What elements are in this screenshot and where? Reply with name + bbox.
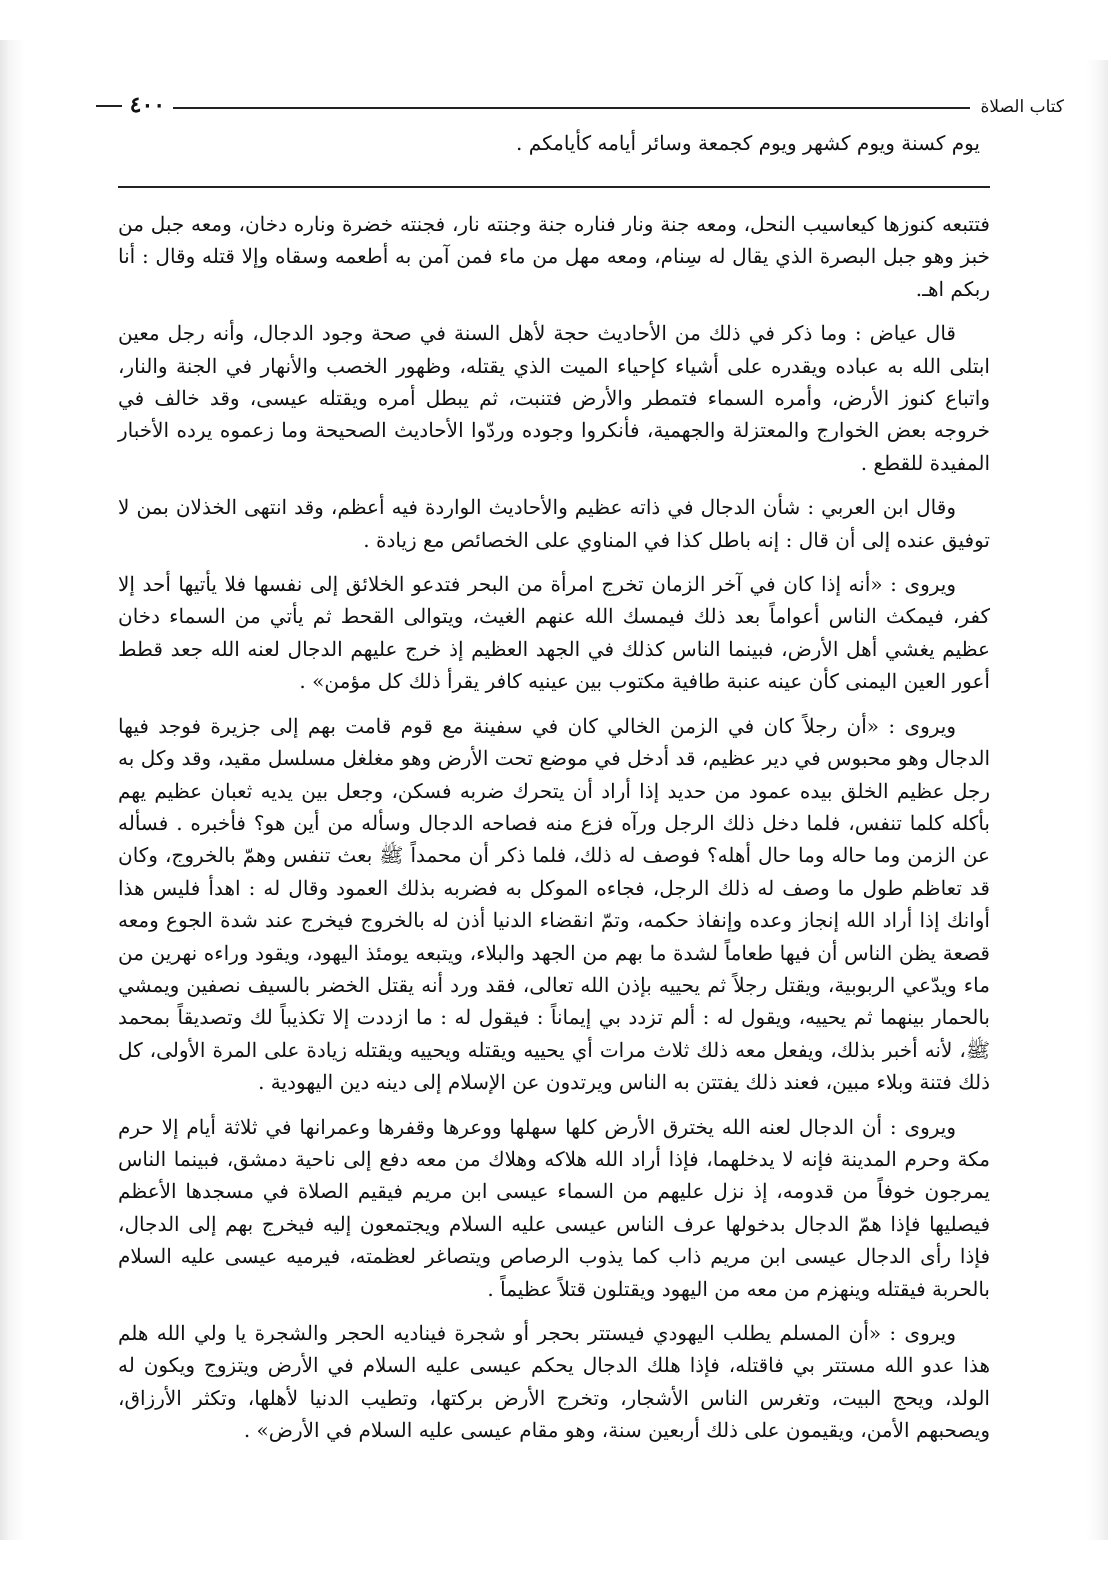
header-rule — [170, 107, 992, 109]
paragraph-3: وقال ابن العربي : شأن الدجال في ذاته عظيم والأحاديث الواردة فيه أعظم، وقد انتهى الخذلان بمن لا توفيق عنده إلى أن قال : إنه باطل كذا في المناوي على الخصائص مع زيادة . — [118, 495, 990, 552]
separator-rule — [118, 186, 990, 188]
page-body — [118, 208, 990, 1459]
paragraph-4: ويروى : «أنه إذا كان في آخر الزمان تخرج امرأة من البحر فتدعو الخلائق إلى نفسها فلا يأتيها أحد إلا كفر، فيمكث الناس أعواماً بعد ذلك فيمسك الله عنهم الغيث، ويتوالى القحط ثم يأتي من السماء دخان عظيم يغشي أهل الأرض، فبينما الناس كذلك في الجهد العظيم إذ خرج عليهم الدجال لعنه الله جعد قطط أعور العين اليمنى كأن عينه عنبة طافية مكتوب بين عينيه كافر يقرأ ذلك كل مؤمن» . — [118, 572, 990, 694]
scan-edge-right — [1086, 60, 1108, 1540]
top-continuation-line: يوم كسنة ويوم كشهر ويوم كجمعة وسائر أيامه كأيامكم . — [516, 131, 980, 155]
scan-edge-left — [0, 40, 26, 1540]
page-number — [92, 90, 173, 120]
paragraph-5: ويروى : «أن رجلاً كان في الزمن الخالي كان في سفينة مع قوم قامت بهم إلى جزيرة فوجد فيها الدجال وهو محبوس في دير عظيم، قد أدخل في موضع تحت الأرض وهو مغلغل مسلسل مقيد، وقد وكل به رجل عظيم الخلق بيده عمود من حديد إذا أراد أن يتحرك ضربه فسكن، وجعل بين يديه ثعبان عظيم يهم بأكله كلما تنفس، فلما دخل ذلك الرجل ورآه فزع منه فصاحه الدجال وسأله من أين هو؟ فأخبره . فسأله عن الزمن وما حاله وما حال أهله؟ فوصف له ذلك، فلما ذكر أن محمداً ﷺ بعث تنفس وهمّ بالخروج، وكان قد تعاظم طول ما وصف له ذلك الرجل، فجاءه الموكل به فضربه بذلك العمود وقال له : اهدأ فليس هذا أوانك إذا أراد الله إنجاز وعده وإنفاذ حكمه، وتمّ انقضاء الدنيا أذن له بالخروج فيخرج عند شدة الجوع ومعه قصعة يظن الناس أن فيها طعاماً لشدة ما بهم من الجهد والبلاء، ويتبعه يومئذ اليهود، ويقود وراءه نهرين من ماء ويدّعي الربوبية، ويقتل رجلاً ثم يحييه بإذن الله تعالى، فقد ورد أنه يقتل الخضر بالسيف نصفين ويمشي بالحمار بينهما ثم يحييه، ويقول له : ألم تزدد بي إيماناً : فيقول له : ما ازددت إلا تكذيباً لك وتصديقاً بمحمد ﷺ، لأنه أخبر بذلك، ويفعل معه ذلك ثلاث مرات أي يحييه ويقتله ويحييه ويقتله زيادة على المرة الأولى، كل ذلك فتنة وبلاء مبين، فعند ذلك يفتتن به الناس ويرتدون عن الإسلام إلى دينه دين اليهودية . — [118, 713, 990, 1095]
running-title: كتاب الصلاة — [970, 96, 1064, 118]
page-header — [92, 72, 1064, 132]
paragraph-7: ويروى : «أن المسلم يطلب اليهودي فيستتر بحجر أو شجرة فيناديه الحجر والشجرة يا ولي الله هلم هذا عدو الله مستتر بي فاقتله، فإذا هلك الدجال يحكم عيسى عليه السلام في الأرض ويتزوج ويكون له الولد، ويحج البيت، وتغرس الناس الأشجار، وتخرج الأرض بركتها، وتطيب الدنيا لأهلها، وتكثر الأرزاق، ويصحبهم الأمن، ويقيمون على ذلك أربعين سنة، وهو مقام عيسى عليه السلام في الأرض» . — [118, 1321, 990, 1443]
paragraph-1: فتتبعه كنوزها كيعاسيب النحل، ومعه جنة ونار فناره جنة وجنته نار، فجنته خضرة وناره دخان، ومعه جبل من خبز وهو جبل البصرة الذي يقال له سِنام، ومعه مهل من ماء فمن آمن به أطعمه وسقاه وإلا قتله وقال : أنا ربكم اهـ. — [118, 212, 990, 301]
paragraph-6: ويروى : أن الدجال لعنه الله يخترق الأرض كلها سهلها ووعرها وقفرها وعمرانها في ثلاثة أيام إلا حرم مكة وحرم المدينة فإنه لا يدخلهما، فإذا أراد الله هلاكه وهلاك من معه دفع إلى ناحية دمشق، فبينما الناس يمرجون خوفاً من قدومه، إذ نزل عليهم من السماء عيسى ابن مريم فيقيم الصلاة في مسجدها الأعظم فيصليها فإذا همّ الدجال بدخولها عرف الناس عيسى عليه السلام ويجتمعون إليه فيخرج بهم إلى الدجال، فإذا رأى الدجال عيسى ابن مريم ذاب كما يذوب الرصاص ويتصاغر لعظمته، فيرميه عيسى عليه السلام بالحربة فيقتله وينهزم من معه من اليهود ويقتلون قتلاً عظيماً . — [118, 1114, 990, 1301]
page-number-value: ٤٠٠ — [129, 92, 166, 118]
page-number-dash — [96, 105, 122, 107]
paragraph-2: قال عياض : وما ذكر في ذلك من الأحاديث حجة لأهل السنة في صحة وجود الدجال، وأنه رجل معين ابتلى الله به عباده ويقدره على أشياء كإحياء الميت الذي يقتله، وظهور الخصب والأنهار في الجنة والنار، واتباع كنوز الأرض، وأمره السماء فتمطر والأرض فتنبت، ثم يبطل أمره ويقتله عيسى، وقد خالف في خروجه بعض الخوارج والمعتزلة والجهمية، فأنكروا وجوده وردّوا الأحاديث الصحيحة وما زعموه يرده الأخبار المفيدة للقطع . — [118, 321, 990, 475]
